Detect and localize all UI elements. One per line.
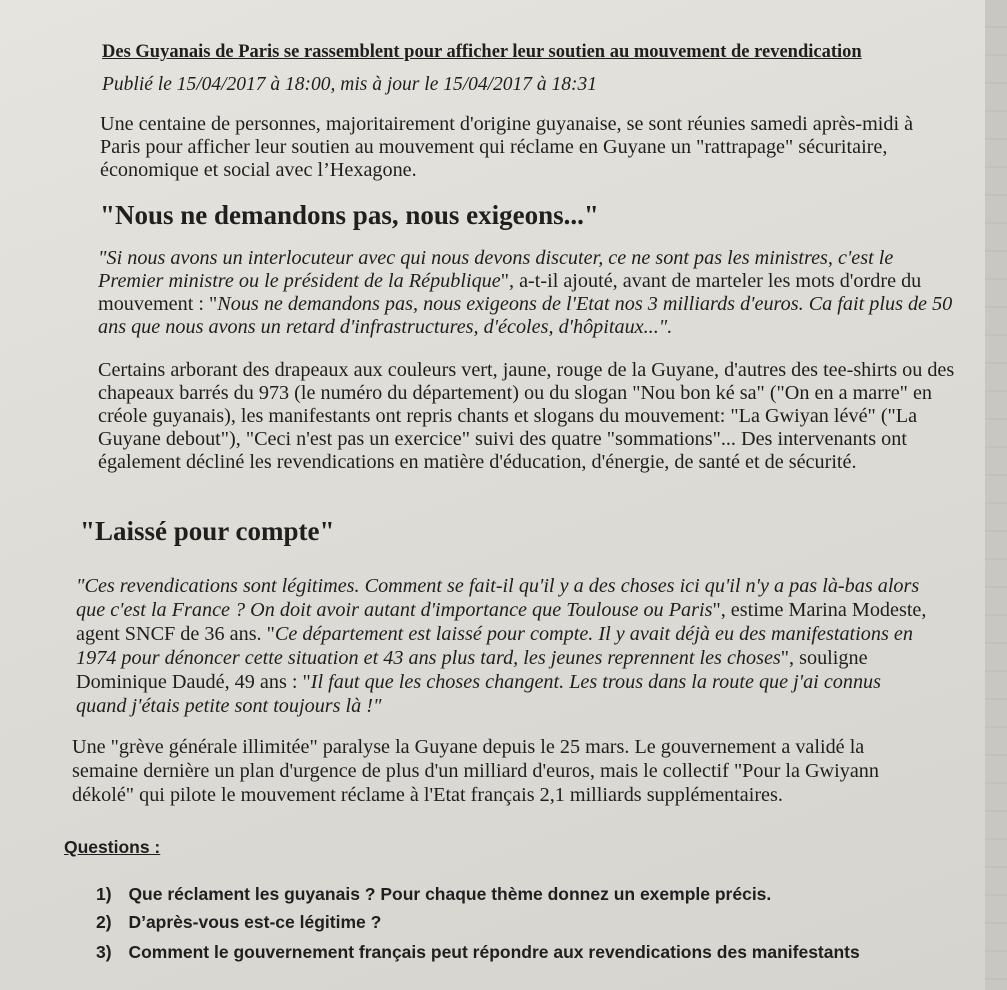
text-line: "Si nous avons un interlocuteur avec qui nous devons discuter, ce ne sont pas les ministres, c'est le	[98, 247, 894, 269]
article-title: Des Guyanais de Paris se rassemblent pour afficher leur soutien au mouvement de revendication	[102, 42, 862, 62]
quote-fragment: que c'est la France ? On doit avoir autant d'importance que Toulouse ou Paris	[76, 599, 713, 621]
question-text: Comment le gouvernement français peut répondre aux revendications des manifestants	[128, 942, 860, 962]
text-fragment: agent SNCF de 36 ans. "	[76, 623, 275, 645]
text-fragment: ", estime Marina Modeste,	[712, 599, 927, 621]
stacked-pages-edge	[985, 0, 1007, 990]
text-line	[98, 270, 921, 293]
question-number: 2)	[96, 912, 112, 932]
text-line: Certains arborant des drapeaux aux couleurs vert, jaune, rouge de la Guyane, d'autres des tee-shirts ou des	[98, 359, 955, 381]
text-line: économique et social avec l’Hexagone.	[100, 159, 417, 181]
text-fragment: ", souligne	[780, 647, 868, 669]
text-line	[76, 671, 881, 694]
questions-title: Questions :	[64, 837, 161, 857]
section-heading-laisse-pour-compte: "Laissé pour compte"	[80, 516, 335, 546]
text-line: dékolé" qui pilote le mouvement réclame à l'Etat français 2,1 milliards supplémentaires.	[72, 784, 783, 806]
text-line: Une centaine de personnes, majoritairement d'origine guyanaise, se sont réunies samedi après-midi à	[100, 113, 914, 135]
text-line	[76, 623, 913, 646]
section-heading-exigeons: "Nous ne demandons pas, nous exigeons..."	[100, 200, 599, 230]
text-line: Paris pour afficher leur soutien au mouvement qui réclame en Guyane un "rattrapage" sécuritaire,	[100, 136, 888, 158]
quote-fragment: Premier ministre ou le président de la République	[98, 270, 501, 292]
question-number: 1)	[96, 884, 112, 904]
question-item	[96, 884, 771, 905]
question-number: 3)	[96, 942, 112, 962]
text-line	[98, 293, 952, 316]
question-item	[96, 942, 860, 963]
text-line: créole guyanais), les manifestants ont repris chants et slogans du mouvement: "La Gwiyan lévé" ("La	[98, 405, 918, 427]
text-line: Une "grève générale illimitée" paralyse la Guyane depuis le 25 mars. Le gouvernement a validé la	[72, 736, 865, 758]
text-line	[76, 647, 868, 670]
text-fragment: Dominique Daudé, 49 ans : "	[76, 671, 311, 693]
text-line: Guyane debout"), "Ceci n'est pas un exercice" suivi des quatre "sommations"... Des intervenants ont	[98, 428, 907, 450]
quote-fragment: Ce département est laissé pour compte. Il y avait déjà eu des manifestations en	[274, 623, 913, 645]
text-line: également décliné les revendications en matière d'éducation, d'énergie, de santé et de sécurité.	[98, 451, 857, 473]
text-line: quand j'étais petite sont toujours là !"	[76, 695, 382, 717]
text-line: ans que nous avons un retard d'infrastructures, d'écoles, d'hôpitaux...".	[98, 316, 673, 338]
quote-fragment: Il faut que les choses changent. Les trous dans la route que j'ai connus	[310, 671, 882, 693]
question-text: Que réclament les guyanais ? Pour chaque thème donnez un exemple précis.	[128, 884, 772, 904]
text-fragment: ", a-t-il ajouté, avant de marteler les mots d'ordre du	[500, 270, 922, 292]
question-text: D’après-vous est-ce légitime ?	[128, 912, 382, 932]
question-item	[96, 912, 381, 933]
text-fragment: mouvement : "	[98, 293, 218, 315]
quote-fragment: 1974 pour dénoncer cette situation et 43 ans plus tard, les jeunes reprennent les choses	[76, 647, 781, 669]
text-line: chapeaux barrés du 973 (le numéro du département) ou du slogan "Nou bon ké sa" ("On en a marre" en	[98, 382, 933, 404]
text-line: "Ces revendications sont légitimes. Comment se fait-il qu'il y a des choses ici qu'il n'y a pas là-bas alors	[76, 575, 920, 597]
text-line	[76, 599, 926, 622]
article-meta: Publié le 15/04/2017 à 18:00, mis à jour le 15/04/2017 à 18:31	[102, 74, 598, 95]
text-line: semaine dernière un plan d'urgence de plus d'un milliard d'euros, mais le collectif "Pour la Gwiyann	[72, 760, 879, 782]
quote-fragment: Nous ne demandons pas, nous exigeons de l'Etat nos 3 milliards d'euros. Ca fait plus de 50	[217, 293, 953, 315]
